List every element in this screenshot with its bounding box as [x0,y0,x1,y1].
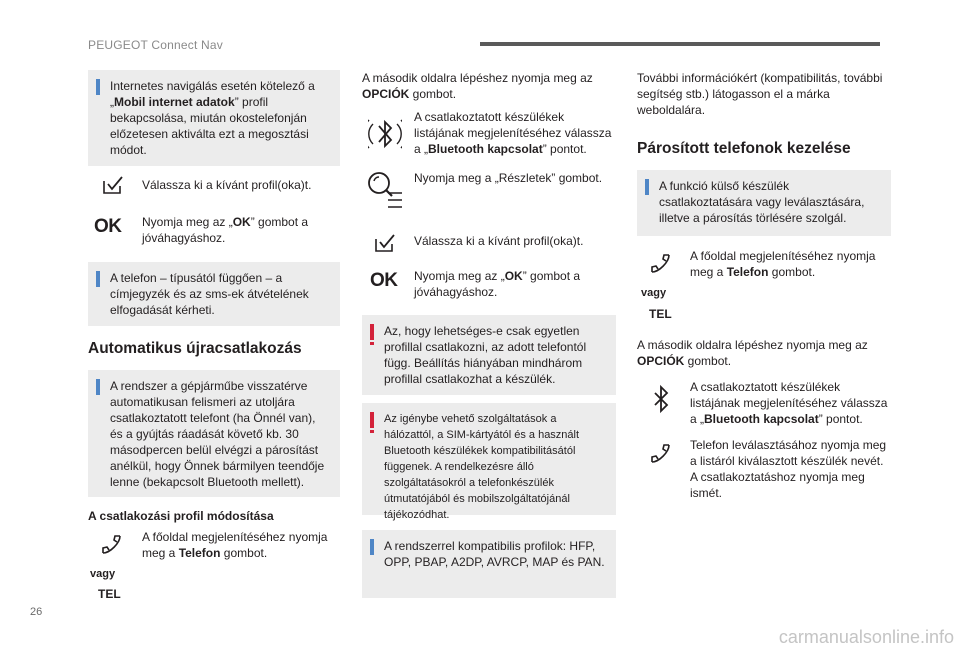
bluetooth-icon[interactable] [368,114,402,154]
step-select-profile: Válassza ki a kívánt profil(oka)t. [142,178,312,192]
info-note-phonebook: A telefon – típusától függően – a címjegyzék és az sms-ek átvételének elfogadását kérheti. [88,262,340,326]
section-heading-auto-reconnect: Automatikus újracsatlakozás [88,340,302,357]
info-mark [645,179,649,195]
note-bold: Mobil internet adatok [114,95,235,109]
checkbox-icon[interactable] [100,175,124,195]
step-disconnect: Telefon leválasztásához nyomja meg a listáról kiválasztott készülék nevét. A csatlakoztatáshoz nyomja meg ismét. [690,438,887,500]
info-mark [370,539,374,555]
info-note-paired-function: A funkció külső készülék csatlakoztatására vagy leválasztására, illetve a párosítás törlésére szolgál. [637,170,891,236]
phone-icon[interactable] [649,252,673,276]
bluetooth-icon[interactable] [650,383,672,417]
info-mark [96,271,100,287]
warning-note-services: Az igénybe vehető szolgáltatások a hálózattól, a SIM-kártyától és a használt Bluetooth készülékek kompatibilitásától függenek. A rendelkezésre álló szolgáltatásokról a telefonkészülék útmutatójából és mobilszolgáltatójánál tájékozódhat. [362,403,616,515]
step-select-profile: Válassza ki a kívánt profil(oka)t. [414,234,584,248]
section-heading-paired-phones: Párosított telefonok kezelése [637,140,851,157]
warning-mark [370,412,374,428]
note-text: ” profil bekapcsolása, miután okostelefonján előzetesen aktiválta ezt a megosztási módot. [110,95,309,157]
phone-icon[interactable] [649,442,673,466]
info-note-mobile-data [88,70,340,166]
step-press-ok: Nyomja meg az „OK” gombot a jóváhagyáshoz. [142,215,309,245]
info-note-auto-reconnect: A rendszer a gépjárműbe visszatérve automatikusan felismeri az utoljára csatlakoztatott telefont (ha Önnél van), és a gyújtás ráadását követő kb. 30 másodpercen belül elvégzi a párosítást anélkül, hogy Önnek bármilyen teendője lenne (bekapcsolt Bluetooth mellett). [88,370,340,497]
step-press-ok: Nyomja meg az „OK” gombot a jóváhagyáshoz. [414,269,581,299]
header-bar [480,42,880,46]
info-mark [96,379,100,395]
ok-icon[interactable]: OK [370,270,398,291]
step-bluetooth-list: A csatlakoztatott készülékek listájának megjelenítéséhez válassza a „Bluetooth kapcsolat” pontot. [690,380,888,426]
or-label: vagy [90,568,116,580]
intro-more-info: További információkért (kompatibilitás, további segítség stb.) látogasson el a márka weboldalára. [637,71,883,117]
subheading-profile-change: A csatlakozási profil módosítása [88,509,274,523]
warning-note-profiles: Az, hogy lehetséges-e csak egyetlen profillal csatlakozni, az adott telefontól függ. Beállítás hiányában mindhárom profillal csatlakozhat a készülék. [362,315,616,395]
step-phone-button: A főoldal megjelenítéséhez nyomja meg a Telefon gombot. [142,530,328,560]
info-mark [96,79,100,95]
running-header: PEUGEOT Connect Nav [88,38,223,52]
site-watermark: carmanualsonline.info [778,627,954,647]
details-icon[interactable] [366,170,404,210]
step-bluetooth-list: A csatlakoztatott készülékek listájának megjelenítéséhez válassza a „Bluetooth kapcsolat” pontot. [414,110,612,156]
info-note-compatible-profiles: A rendszerrel kompatibilis profilok: HFP, OPP, PBAP, A2DP, AVRCP, MAP és PAN. [362,530,616,598]
tel-button-label[interactable]: TEL [98,587,121,601]
page-number: 26 [30,606,43,618]
or-label: vagy [641,287,667,299]
para-options: A második oldalra lépéshez nyomja meg az OPCIÓK gombot. [637,338,868,368]
step-phone-button: A főoldal megjelenítéséhez nyomja meg a Telefon gombot. [690,249,876,279]
checkbox-icon[interactable] [372,233,396,253]
warning-mark [370,324,374,340]
intro-options: A második oldalra lépéshez nyomja meg az OPCIÓK gombot. [362,71,593,101]
step-details: Nyomja meg a „Részletek” gombot. [414,171,603,185]
note-text: Internetes navigálás esetén kötelező a „ [110,79,315,109]
phone-icon[interactable] [100,533,124,557]
tel-button-label[interactable]: TEL [649,307,672,321]
ok-icon[interactable]: OK [94,216,122,237]
